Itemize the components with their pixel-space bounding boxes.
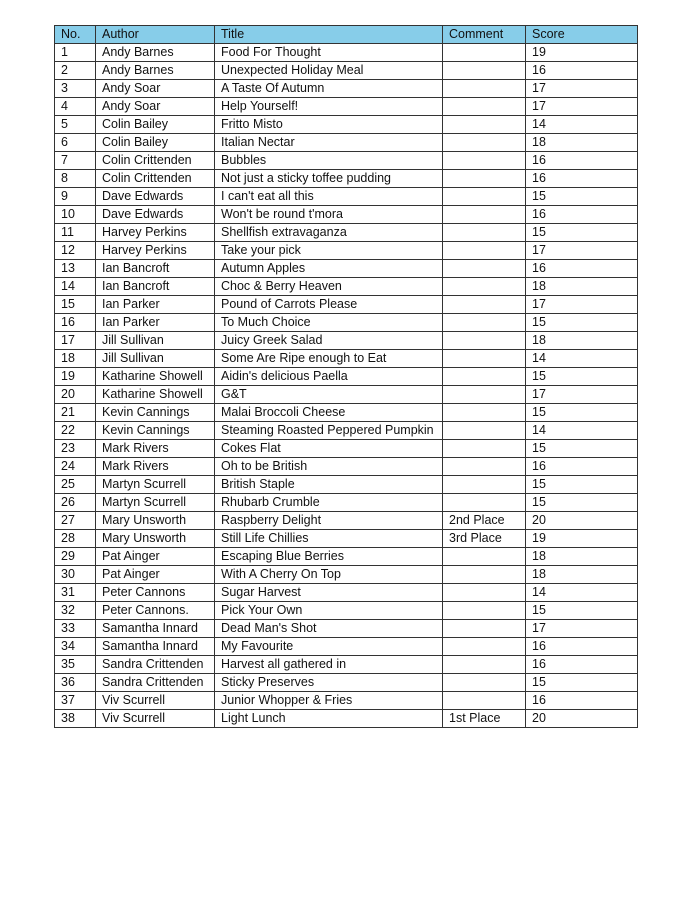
cell-title: Take your pick: [215, 242, 443, 260]
cell-score: 17: [526, 296, 638, 314]
cell-comment: [443, 350, 526, 368]
table-row: [55, 440, 638, 458]
cell-no: 6: [55, 134, 96, 152]
cell-score: 17: [526, 98, 638, 116]
cell-author: Colin Crittenden: [96, 170, 215, 188]
header-comment: Comment: [443, 26, 526, 44]
cell-title: Fritto Misto: [215, 116, 443, 134]
cell-score: 16: [526, 152, 638, 170]
cell-score: 16: [526, 638, 638, 656]
cell-author: Andy Soar: [96, 80, 215, 98]
cell-score: 14: [526, 116, 638, 134]
cell-no: 24: [55, 458, 96, 476]
cell-title: Escaping Blue Berries: [215, 548, 443, 566]
cell-title: Autumn Apples: [215, 260, 443, 278]
table-row: [55, 674, 638, 692]
cell-score: 14: [526, 350, 638, 368]
table-row: [55, 638, 638, 656]
header-score: Score: [526, 26, 638, 44]
cell-comment: [443, 692, 526, 710]
cell-score: 14: [526, 422, 638, 440]
cell-no: 11: [55, 224, 96, 242]
cell-author: Martyn Scurrell: [96, 476, 215, 494]
cell-title: Bubbles: [215, 152, 443, 170]
cell-author: Mark Rivers: [96, 440, 215, 458]
cell-no: 22: [55, 422, 96, 440]
cell-comment: [443, 116, 526, 134]
cell-author: Colin Bailey: [96, 116, 215, 134]
cell-comment: [443, 44, 526, 62]
cell-comment: [443, 170, 526, 188]
table-row: [55, 530, 638, 548]
cell-title: Rhubarb Crumble: [215, 494, 443, 512]
cell-author: Samantha Innard: [96, 620, 215, 638]
cell-author: Dave Edwards: [96, 206, 215, 224]
table-row: [55, 386, 638, 404]
results-table: [54, 25, 638, 728]
cell-comment: [443, 620, 526, 638]
cell-no: 12: [55, 242, 96, 260]
header-row: [55, 26, 638, 44]
cell-score: 18: [526, 548, 638, 566]
cell-title: British Staple: [215, 476, 443, 494]
cell-no: 32: [55, 602, 96, 620]
cell-no: 7: [55, 152, 96, 170]
cell-score: 19: [526, 44, 638, 62]
table-row: [55, 476, 638, 494]
cell-comment: [443, 404, 526, 422]
cell-no: 14: [55, 278, 96, 296]
table-row: [55, 350, 638, 368]
cell-title: Harvest all gathered in: [215, 656, 443, 674]
table-row: [55, 656, 638, 674]
cell-score: 17: [526, 620, 638, 638]
table-row: [55, 710, 638, 728]
cell-score: 17: [526, 242, 638, 260]
cell-no: 15: [55, 296, 96, 314]
table-row: [55, 566, 638, 584]
cell-author: Ian Parker: [96, 314, 215, 332]
table-row: [55, 296, 638, 314]
cell-author: Katharine Showell: [96, 386, 215, 404]
cell-author: Kevin Cannings: [96, 404, 215, 422]
cell-title: Help Yourself!: [215, 98, 443, 116]
cell-author: Colin Crittenden: [96, 152, 215, 170]
cell-score: 15: [526, 440, 638, 458]
cell-author: Harvey Perkins: [96, 242, 215, 260]
cell-score: 20: [526, 710, 638, 728]
cell-no: 20: [55, 386, 96, 404]
cell-author: Ian Bancroft: [96, 278, 215, 296]
cell-comment: [443, 566, 526, 584]
cell-score: 18: [526, 278, 638, 296]
cell-no: 23: [55, 440, 96, 458]
cell-author: Andy Barnes: [96, 62, 215, 80]
cell-no: 9: [55, 188, 96, 206]
cell-score: 15: [526, 404, 638, 422]
cell-comment: [443, 98, 526, 116]
cell-title: Raspberry Delight: [215, 512, 443, 530]
cell-title: Pound of Carrots Please: [215, 296, 443, 314]
cell-title: Malai Broccoli Cheese: [215, 404, 443, 422]
table-row: [55, 404, 638, 422]
cell-author: Katharine Showell: [96, 368, 215, 386]
cell-comment: [443, 224, 526, 242]
cell-author: Andy Barnes: [96, 44, 215, 62]
cell-author: Pat Ainger: [96, 566, 215, 584]
cell-title: My Favourite: [215, 638, 443, 656]
cell-author: Jill Sullivan: [96, 332, 215, 350]
cell-author: Kevin Cannings: [96, 422, 215, 440]
cell-comment: [443, 368, 526, 386]
cell-no: 31: [55, 584, 96, 602]
cell-score: 16: [526, 692, 638, 710]
cell-score: 15: [526, 602, 638, 620]
table-row: [55, 188, 638, 206]
cell-author: Mary Unsworth: [96, 512, 215, 530]
cell-author: Dave Edwards: [96, 188, 215, 206]
cell-author: Samantha Innard: [96, 638, 215, 656]
cell-no: 2: [55, 62, 96, 80]
cell-title: A Taste Of Autumn: [215, 80, 443, 98]
cell-score: 15: [526, 476, 638, 494]
cell-comment: [443, 296, 526, 314]
cell-title: Sticky Preserves: [215, 674, 443, 692]
table-row: [55, 332, 638, 350]
cell-title: Juicy Greek Salad: [215, 332, 443, 350]
cell-title: Some Are Ripe enough to Eat: [215, 350, 443, 368]
cell-comment: [443, 548, 526, 566]
cell-comment: [443, 278, 526, 296]
cell-score: 15: [526, 494, 638, 512]
table-row: [55, 116, 638, 134]
cell-no: 34: [55, 638, 96, 656]
cell-title: Steaming Roasted Peppered Pumpkin: [215, 422, 443, 440]
cell-title: Not just a sticky toffee pudding: [215, 170, 443, 188]
cell-no: 29: [55, 548, 96, 566]
table-row: [55, 260, 638, 278]
cell-author: Ian Parker: [96, 296, 215, 314]
cell-score: 15: [526, 368, 638, 386]
cell-title: Junior Whopper & Fries: [215, 692, 443, 710]
cell-comment: [443, 674, 526, 692]
cell-title: Italian Nectar: [215, 134, 443, 152]
cell-comment: 3rd Place: [443, 530, 526, 548]
cell-score: 15: [526, 314, 638, 332]
table-row: [55, 224, 638, 242]
table-row: [55, 170, 638, 188]
cell-comment: [443, 440, 526, 458]
cell-no: 5: [55, 116, 96, 134]
cell-author: Harvey Perkins: [96, 224, 215, 242]
header-author: Author: [96, 26, 215, 44]
cell-author: Sandra Crittenden: [96, 656, 215, 674]
cell-comment: [443, 242, 526, 260]
table-row: [55, 458, 638, 476]
cell-author: Viv Scurrell: [96, 710, 215, 728]
cell-author: Andy Soar: [96, 98, 215, 116]
cell-score: 16: [526, 62, 638, 80]
cell-comment: [443, 656, 526, 674]
cell-score: 16: [526, 458, 638, 476]
cell-score: 15: [526, 224, 638, 242]
cell-title: With A Cherry On Top: [215, 566, 443, 584]
cell-title: Oh to be British: [215, 458, 443, 476]
cell-score: 15: [526, 674, 638, 692]
cell-no: 25: [55, 476, 96, 494]
cell-no: 30: [55, 566, 96, 584]
cell-title: Sugar Harvest: [215, 584, 443, 602]
cell-score: 17: [526, 386, 638, 404]
cell-comment: [443, 584, 526, 602]
cell-author: Peter Cannons.: [96, 602, 215, 620]
cell-title: Choc & Berry Heaven: [215, 278, 443, 296]
table-row: [55, 206, 638, 224]
cell-score: 19: [526, 530, 638, 548]
cell-comment: 2nd Place: [443, 512, 526, 530]
cell-comment: [443, 638, 526, 656]
cell-comment: [443, 62, 526, 80]
table-body: [55, 44, 638, 728]
cell-author: Mary Unsworth: [96, 530, 215, 548]
table-row: [55, 422, 638, 440]
cell-no: 10: [55, 206, 96, 224]
cell-comment: [443, 602, 526, 620]
cell-comment: [443, 152, 526, 170]
cell-no: 35: [55, 656, 96, 674]
cell-title: I can't eat all this: [215, 188, 443, 206]
cell-comment: [443, 314, 526, 332]
cell-title: Dead Man's Shot: [215, 620, 443, 638]
table-row: [55, 512, 638, 530]
cell-no: 37: [55, 692, 96, 710]
cell-no: 16: [55, 314, 96, 332]
cell-author: Viv Scurrell: [96, 692, 215, 710]
table-row: [55, 602, 638, 620]
table-row: [55, 314, 638, 332]
cell-author: Peter Cannons: [96, 584, 215, 602]
cell-no: 21: [55, 404, 96, 422]
cell-score: 18: [526, 566, 638, 584]
cell-title: Won't be round t'mora: [215, 206, 443, 224]
cell-score: 17: [526, 80, 638, 98]
cell-title: Shellfish extravaganza: [215, 224, 443, 242]
cell-title: Food For Thought: [215, 44, 443, 62]
cell-title: Pick Your Own: [215, 602, 443, 620]
cell-title: Still Life Chillies: [215, 530, 443, 548]
table-row: [55, 62, 638, 80]
cell-title: Aidin's delicious Paella: [215, 368, 443, 386]
cell-comment: [443, 188, 526, 206]
cell-author: Sandra Crittenden: [96, 674, 215, 692]
cell-no: 3: [55, 80, 96, 98]
cell-comment: [443, 494, 526, 512]
cell-comment: [443, 260, 526, 278]
table-row: [55, 80, 638, 98]
cell-title: Cokes Flat: [215, 440, 443, 458]
cell-no: 17: [55, 332, 96, 350]
cell-score: 15: [526, 188, 638, 206]
cell-title: Unexpected Holiday Meal: [215, 62, 443, 80]
cell-score: 16: [526, 656, 638, 674]
cell-no: 1: [55, 44, 96, 62]
cell-author: Mark Rivers: [96, 458, 215, 476]
cell-author: Jill Sullivan: [96, 350, 215, 368]
cell-score: 14: [526, 584, 638, 602]
cell-no: 18: [55, 350, 96, 368]
table-row: [55, 44, 638, 62]
cell-author: Ian Bancroft: [96, 260, 215, 278]
cell-comment: [443, 332, 526, 350]
cell-title: G&T: [215, 386, 443, 404]
cell-no: 27: [55, 512, 96, 530]
table-row: [55, 620, 638, 638]
cell-no: 13: [55, 260, 96, 278]
cell-author: Pat Ainger: [96, 548, 215, 566]
cell-score: 20: [526, 512, 638, 530]
cell-score: 18: [526, 332, 638, 350]
cell-comment: [443, 422, 526, 440]
cell-comment: [443, 386, 526, 404]
cell-comment: [443, 80, 526, 98]
cell-no: 4: [55, 98, 96, 116]
cell-comment: [443, 134, 526, 152]
cell-author: Martyn Scurrell: [96, 494, 215, 512]
cell-score: 18: [526, 134, 638, 152]
table-row: [55, 242, 638, 260]
cell-no: 19: [55, 368, 96, 386]
cell-comment: [443, 476, 526, 494]
cell-score: 16: [526, 260, 638, 278]
table-row: [55, 692, 638, 710]
cell-score: 16: [526, 170, 638, 188]
cell-no: 38: [55, 710, 96, 728]
table-row: [55, 278, 638, 296]
cell-no: 36: [55, 674, 96, 692]
cell-comment: [443, 206, 526, 224]
table-row: [55, 152, 638, 170]
cell-title: Light Lunch: [215, 710, 443, 728]
table-row: [55, 368, 638, 386]
header-title: Title: [215, 26, 443, 44]
cell-comment: 1st Place: [443, 710, 526, 728]
table-row: [55, 548, 638, 566]
cell-author: Colin Bailey: [96, 134, 215, 152]
table-row: [55, 494, 638, 512]
table-row: [55, 584, 638, 602]
cell-comment: [443, 458, 526, 476]
cell-title: To Much Choice: [215, 314, 443, 332]
table-row: [55, 98, 638, 116]
header-no: No.: [55, 26, 96, 44]
cell-no: 8: [55, 170, 96, 188]
table-row: [55, 134, 638, 152]
cell-no: 26: [55, 494, 96, 512]
cell-score: 16: [526, 206, 638, 224]
cell-no: 28: [55, 530, 96, 548]
cell-no: 33: [55, 620, 96, 638]
